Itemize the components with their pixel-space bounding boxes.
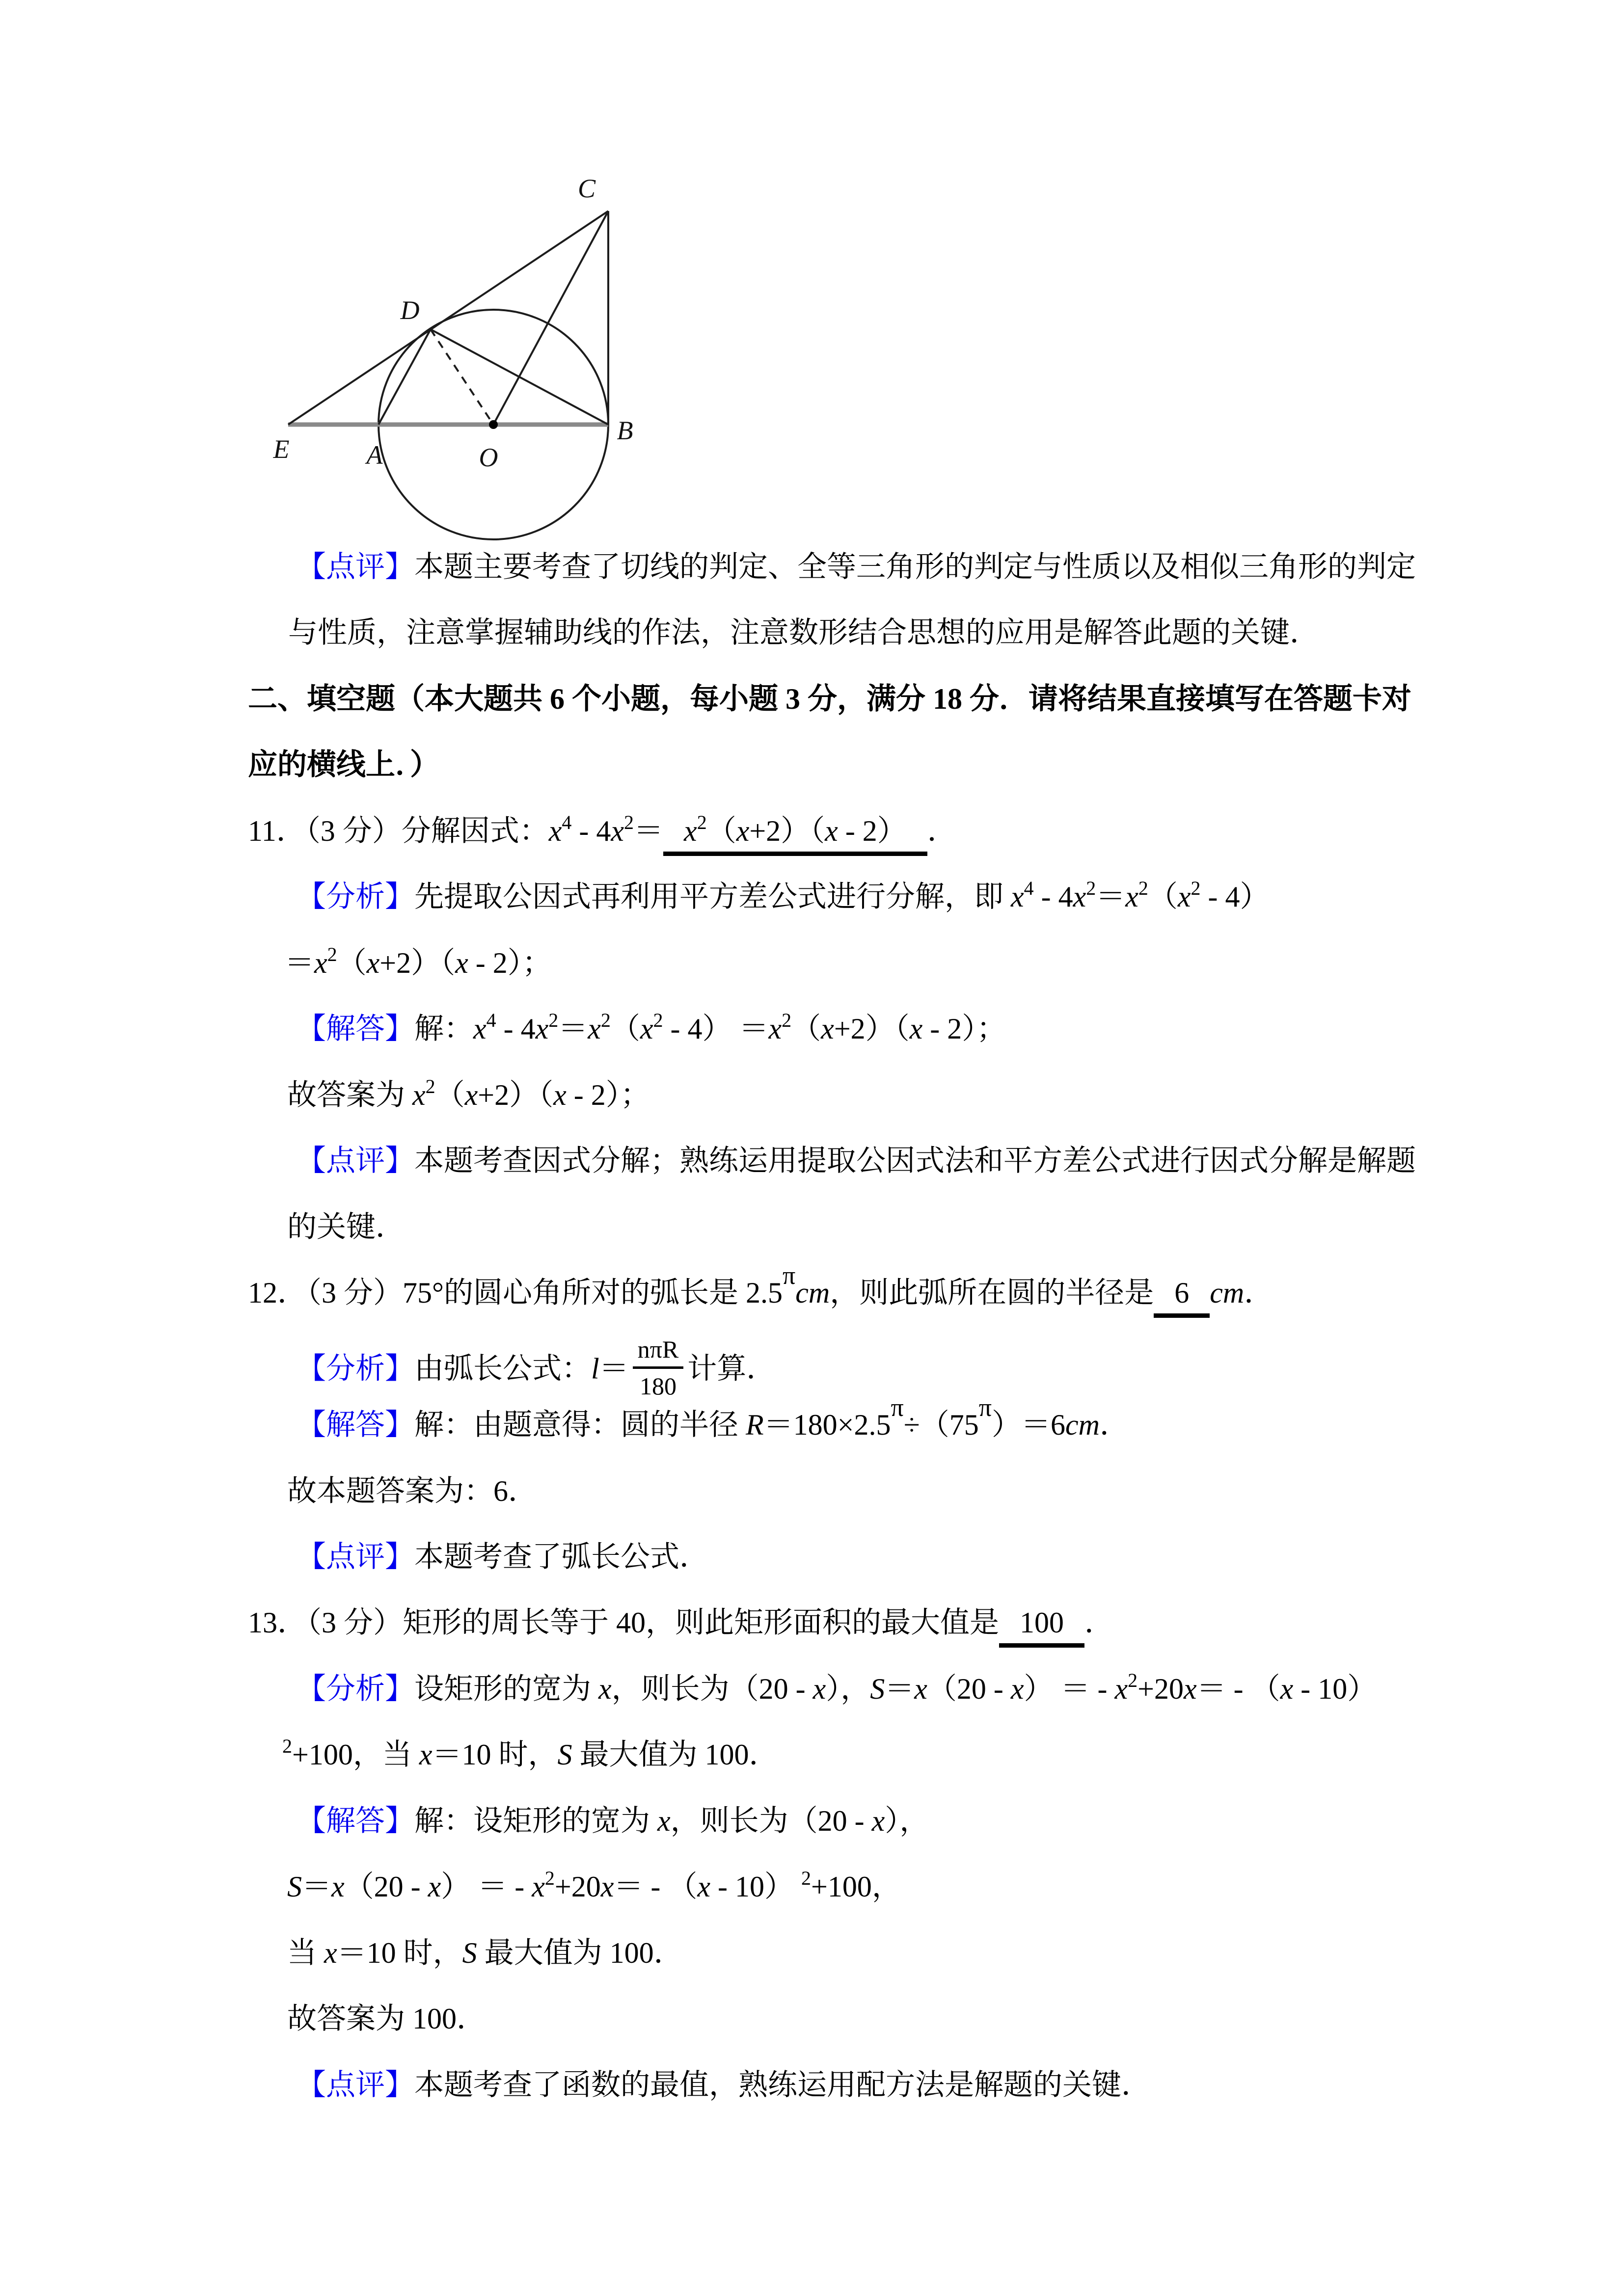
text-run: 12．（3 分）75°的圆心角所对的弧长是 2.5	[248, 1277, 783, 1309]
q13-statement	[248, 1604, 1114, 1648]
text-run: ＝	[558, 1013, 588, 1045]
text-run: x	[821, 1013, 834, 1045]
text-run: +2）（	[478, 1079, 554, 1111]
point-label-E: E	[273, 434, 290, 464]
text-run: S	[462, 1937, 477, 1969]
text-run: ＝	[599, 1352, 629, 1385]
section-label: 【解答】	[297, 1409, 414, 1441]
section-label: 【分析】	[297, 881, 414, 913]
q11-statement	[248, 813, 957, 856]
text-run: x	[1184, 1673, 1197, 1705]
q13-comment	[297, 2067, 1151, 2104]
text-run: x	[548, 815, 562, 847]
text-run: 解：	[414, 1013, 473, 1045]
text-run: - 4） ＝	[663, 1013, 769, 1045]
text-run: x	[871, 1805, 885, 1837]
text-run: ＝10 时，	[337, 1937, 462, 1969]
text-run: - 2）；	[468, 947, 552, 979]
fraction-numerator: nπR	[637, 1335, 679, 1363]
text-run: 本题考查因式分解；熟练运用提取公因式法和平方差公式进行因式分解是解题	[414, 1145, 1416, 1177]
text-run: ），	[885, 1805, 929, 1837]
text-run: x	[825, 815, 838, 847]
text-run: ＝	[634, 815, 664, 847]
point-label-B: B	[617, 416, 633, 445]
text-run: （20 -	[344, 1870, 428, 1903]
text-run: （	[610, 1013, 640, 1045]
q12-comment	[297, 1539, 709, 1575]
q13-solution	[297, 1803, 929, 1840]
text-run: x	[1280, 1673, 1294, 1705]
text-run: x	[914, 1673, 927, 1705]
text-run: 2	[1128, 1669, 1138, 1691]
text-run: l	[591, 1352, 599, 1385]
text-run: 由弧长公式：	[414, 1352, 591, 1385]
text-run: x	[314, 947, 327, 979]
text-run: x	[428, 1870, 441, 1903]
text-run: x	[1114, 1673, 1128, 1705]
text-run: 解：设矩形的宽为	[414, 1805, 657, 1837]
text-run: S	[870, 1673, 885, 1705]
q11-comment	[297, 1143, 1416, 1179]
q11-answer-restate	[287, 1077, 650, 1114]
text-run: 2	[1086, 877, 1096, 899]
text-run: ＝	[885, 1673, 915, 1705]
point-label-D: D	[400, 295, 420, 325]
text-run: x	[1073, 881, 1086, 913]
text-run: ＝	[302, 1870, 331, 1903]
text-run: 2	[600, 1009, 611, 1031]
text-run: ），	[826, 1673, 870, 1705]
text-run: x	[640, 1013, 653, 1045]
q13-analysis-cont	[282, 1736, 778, 1773]
text-run: 2	[544, 1867, 555, 1889]
q11-analysis-cont	[285, 945, 552, 982]
text-run: ，则长为（20 -	[611, 1673, 813, 1705]
text-run: （	[1148, 881, 1178, 913]
text-run: ＝ - （	[1196, 1673, 1280, 1705]
text-run: x	[473, 1013, 487, 1045]
text-run: 2	[624, 811, 634, 833]
text-run: - 2）；	[566, 1079, 650, 1111]
text-run: x	[535, 1013, 549, 1045]
text-run: x	[464, 1079, 478, 1111]
text-run: cm	[1065, 1409, 1100, 1441]
text-run: - 2）	[838, 815, 907, 847]
q13-analysis	[297, 1671, 1377, 1708]
answer-blank	[999, 1608, 1084, 1648]
text-run: 计算．	[687, 1352, 776, 1385]
text-run: （	[337, 947, 367, 979]
text-run: x	[611, 815, 624, 847]
section-2-header-line2	[248, 747, 439, 783]
text-run: 本题主要考查了切线的判定、全等三角形的判定与性质以及相似三角形的判定	[414, 551, 1416, 583]
q13-solution-line2	[287, 1869, 901, 1905]
text-run: π	[891, 1394, 904, 1422]
comment-q10-line1	[297, 549, 1416, 586]
text-run: x	[768, 1013, 782, 1045]
text-run: ＝	[1096, 881, 1126, 913]
text-run: ＝180×2.5	[763, 1409, 891, 1441]
point-label-C: C	[577, 174, 596, 203]
section-label: 【分析】	[297, 1352, 414, 1385]
text-run: S	[287, 1870, 302, 1903]
text-run: 二、填空题（本大题共 6 个小题，每小题 3 分，满分 18 分．请将结果直接填写在答题卡对	[248, 683, 1411, 715]
text-run: x	[455, 947, 468, 979]
text-run: ＝10 时，	[432, 1738, 558, 1771]
text-run: S	[557, 1738, 572, 1771]
text-run: x	[598, 1673, 612, 1705]
text-run: cm	[795, 1277, 830, 1309]
text-run: 当	[287, 1937, 324, 1969]
text-run: ，则此弧所在圆的半径是	[830, 1277, 1154, 1309]
text-run: π	[978, 1394, 992, 1422]
text-run: x	[684, 815, 697, 847]
q12-solution	[297, 1394, 1129, 1443]
text-run: （	[791, 1013, 821, 1045]
text-run: （	[706, 815, 736, 847]
text-run: x	[331, 1870, 345, 1903]
text-run: 设矩形的宽为	[414, 1673, 598, 1705]
text-run: cm	[1210, 1277, 1245, 1309]
text-run: +20	[554, 1870, 601, 1903]
text-run: x	[412, 1079, 426, 1111]
text-run: ．	[927, 815, 957, 847]
text-run: x	[1010, 1673, 1024, 1705]
answer-blank	[1154, 1278, 1210, 1318]
comment-q10-line2	[288, 614, 1319, 651]
text-run: x	[366, 947, 380, 979]
text-run: 2	[548, 1009, 559, 1031]
q11-comment-cont	[287, 1209, 405, 1246]
text-run: x	[419, 1738, 433, 1771]
text-run: 最大值为 100．	[572, 1738, 779, 1771]
text-run: 2	[697, 811, 707, 833]
q13-answer-restate	[287, 2001, 486, 2037]
text-run: 本题考查了弧长公式．	[414, 1541, 709, 1573]
text-run: ÷（75	[903, 1409, 979, 1441]
text-run: R	[746, 1409, 764, 1441]
text-run: 与性质，注意掌握辅助线的作法，注意数形结合思想的应用是解答此题的关键．	[288, 616, 1319, 649]
text-run: 解：由题意得：圆的半径	[414, 1409, 746, 1441]
fraction	[633, 1337, 684, 1398]
text-run: 的关键．	[287, 1211, 405, 1243]
text-run: +20	[1137, 1673, 1184, 1705]
text-run: +2）（	[834, 1013, 910, 1045]
text-run: x	[812, 1673, 826, 1705]
text-run: - 10）	[1293, 1673, 1377, 1705]
text-run: 2	[327, 943, 337, 965]
text-run: x	[1011, 881, 1024, 913]
text-run: （	[435, 1079, 465, 1111]
q12-statement	[248, 1262, 1274, 1318]
fraction-denominator: 180	[633, 1366, 684, 1398]
text-run: 故答案为 100．	[287, 2002, 486, 2035]
text-run: ．	[1244, 1277, 1274, 1309]
text-run: x	[909, 1013, 923, 1045]
text-run: 应的横线上．）	[248, 748, 439, 781]
text-run: 6	[1174, 1277, 1190, 1309]
text-run: 2	[1138, 877, 1148, 899]
text-run: - 4	[571, 815, 611, 847]
text-run: 故本题答案为：6．	[287, 1475, 538, 1507]
q11-analysis	[297, 879, 1270, 915]
text-run: （20 -	[927, 1673, 1011, 1705]
section-label: 【解答】	[297, 1013, 414, 1045]
text-run: x	[532, 1870, 545, 1903]
text-run: x	[553, 1079, 567, 1111]
text-run: 最大值为 100．	[477, 1937, 683, 1969]
text-run: ，则长为（20 -	[670, 1805, 872, 1837]
text-run: x	[1125, 881, 1138, 913]
section-label: 【点评】	[297, 1541, 414, 1573]
text-run: ＝	[285, 947, 314, 979]
answer-blank	[663, 811, 927, 856]
section-label: 【点评】	[297, 551, 414, 583]
text-run: 故答案为	[287, 1079, 412, 1111]
text-run: +2）（	[749, 815, 825, 847]
text-run: π	[783, 1262, 796, 1290]
text-run: 本题考查了函数的最值，熟练运用配方法是解题的关键．	[414, 2069, 1151, 2101]
section-label: 【点评】	[297, 1145, 414, 1177]
text-run: ．	[1099, 1409, 1129, 1441]
text-run: +100，当	[292, 1738, 419, 1771]
q12-analysis	[297, 1335, 776, 1402]
text-run: 2	[653, 1009, 663, 1031]
text-run: 2	[782, 1009, 792, 1031]
text-run: x	[736, 815, 750, 847]
text-run: ） ＝ -	[1024, 1673, 1115, 1705]
text-run: 2	[282, 1735, 292, 1757]
text-run: - 4）	[1200, 881, 1270, 913]
section-label: 【分析】	[297, 1673, 414, 1705]
text-run: 4	[1024, 877, 1034, 899]
text-run: 先提取公因式再利用平方差公式进行分解，即	[414, 881, 1011, 913]
section-2-header-line1	[248, 681, 1411, 718]
text-run: ．	[1084, 1606, 1114, 1639]
text-run: +2）（	[379, 947, 456, 979]
q13-solution-line3	[287, 1935, 683, 1972]
text-run: 11．（3 分）分解因式：	[248, 815, 549, 847]
point-label-O: O	[479, 443, 498, 472]
text-run: 13．（3 分）矩形的周长等于 40，则此矩形面积的最大值是	[248, 1606, 999, 1639]
section-label: 【解答】	[297, 1805, 414, 1837]
text-run: 2	[1191, 877, 1201, 899]
q11-solution	[297, 1011, 1006, 1047]
text-run: x	[600, 1870, 614, 1903]
text-run: ） ＝ -	[441, 1870, 532, 1903]
text-run: x	[324, 1937, 337, 1969]
text-run: ＝ - （	[614, 1870, 698, 1903]
text-run: x	[697, 1870, 710, 1903]
text-run: 2	[801, 1867, 811, 1889]
text-run: - 4	[496, 1013, 536, 1045]
text-run: - 4	[1033, 881, 1073, 913]
point-label-A: A	[366, 440, 383, 470]
text-run: x	[657, 1805, 671, 1837]
text-run: 100	[1020, 1606, 1064, 1639]
text-run: 4	[486, 1009, 496, 1031]
q12-answer-restate	[287, 1473, 538, 1510]
text-run: 4	[562, 811, 572, 833]
section-label: 【点评】	[297, 2069, 414, 2101]
text-run: ）＝6	[991, 1409, 1065, 1441]
text-run: x	[588, 1013, 601, 1045]
text-run: - 10）	[710, 1870, 801, 1903]
text-run: x	[1177, 881, 1191, 913]
text-run: - 2）；	[922, 1013, 1006, 1045]
text-run: 2	[425, 1075, 435, 1097]
text-run: +100，	[811, 1870, 901, 1903]
